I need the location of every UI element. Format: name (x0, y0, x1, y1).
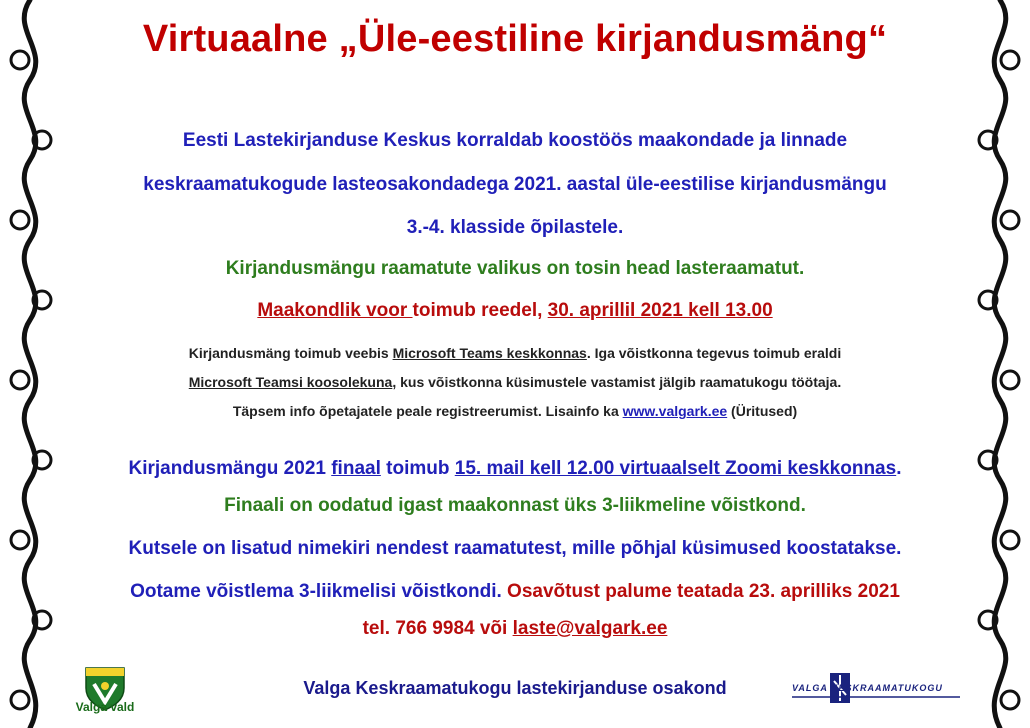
county-round-middle: toimub reedel, (412, 300, 548, 321)
final-text: Kirjandusmängu 2021 (128, 458, 332, 479)
teams-link[interactable]: Microsoft Teams keskkonnas (392, 345, 587, 361)
selection-text: Kirjandusmängu raamatute valikus on tosin head lasteraamatut. (225, 258, 805, 279)
final-text: toimub (380, 458, 455, 479)
register-deadline: Osavõtust palume teatada 23. aprilliks 2021 (507, 581, 900, 602)
final-word: finaal (331, 458, 381, 479)
intro-line-3: 3.-4. klasside õpilastele. (406, 217, 624, 238)
details-text: . Iga võistkonna tegevus toimub eraldi (586, 345, 842, 361)
footer-text: Valga Keskraamatukogu lastekirjanduse osakond (303, 678, 727, 698)
details-text: (Üritused) (727, 403, 798, 419)
invite-text: Ootame võistlema 3-liikmelisi võistkondi. (130, 581, 508, 602)
details-text: , kus võistkonna küsimustele vastamist jälgib raamatukogu töötaja. (392, 374, 842, 390)
final-line (70, 458, 960, 480)
details-line-3 (70, 403, 960, 419)
details-text: Täpsem info õpetajatele peale registreerumist. Lisainfo ka (232, 403, 623, 419)
book-list-text: Kutsele on lisatud nimekiri nendest raamatutest, mille põhjal küsimused koostatakse. (128, 538, 902, 559)
right-ornament-border (960, 0, 1030, 728)
invite-line (70, 581, 960, 603)
final-teams-text: Finaali on oodatud igast maakonnast üks 3-liikmeline võistkond. (224, 495, 806, 516)
teams-meeting-link[interactable]: Microsoft Teamsi koosolekuna (188, 374, 393, 390)
final-date: 15. mail kell 12.00 virtuaalselt Zoomi keskkonnas (454, 458, 897, 479)
county-round-line (70, 300, 960, 322)
county-round-date: 30. aprillil 2021 kell 13.00 (547, 300, 773, 321)
contact-line (70, 618, 960, 640)
website-link[interactable]: www.valgark.ee (622, 403, 728, 419)
library-logo (792, 671, 960, 705)
valga-vald-label: Valga vald (75, 700, 135, 714)
details-line-2 (70, 374, 960, 390)
final-text: . (896, 458, 902, 479)
intro-line-1: Eesti Lastekirjanduse Keskus korraldab koostöös maakondade ja linnade (182, 130, 848, 151)
phone-text: tel. 766 9984 või (362, 618, 513, 639)
intro-line-2: keskraamatukogude lasteosakondadega 2021. aastal üle-eestilise kirjandusmängu (143, 174, 887, 195)
library-logo-text: VALGA KESKRAAMATUKOGU (792, 683, 943, 693)
details-line-1 (70, 345, 960, 361)
email-link[interactable]: laste@valgark.ee (512, 618, 668, 639)
county-round-label: Maakondlik voor (257, 300, 413, 321)
page-title: Virtuaalne „Üle-eestiline kirjandusmäng“ (142, 18, 888, 60)
details-text: Kirjandusmäng toimub veebis (188, 345, 393, 361)
left-ornament-border (0, 0, 70, 728)
